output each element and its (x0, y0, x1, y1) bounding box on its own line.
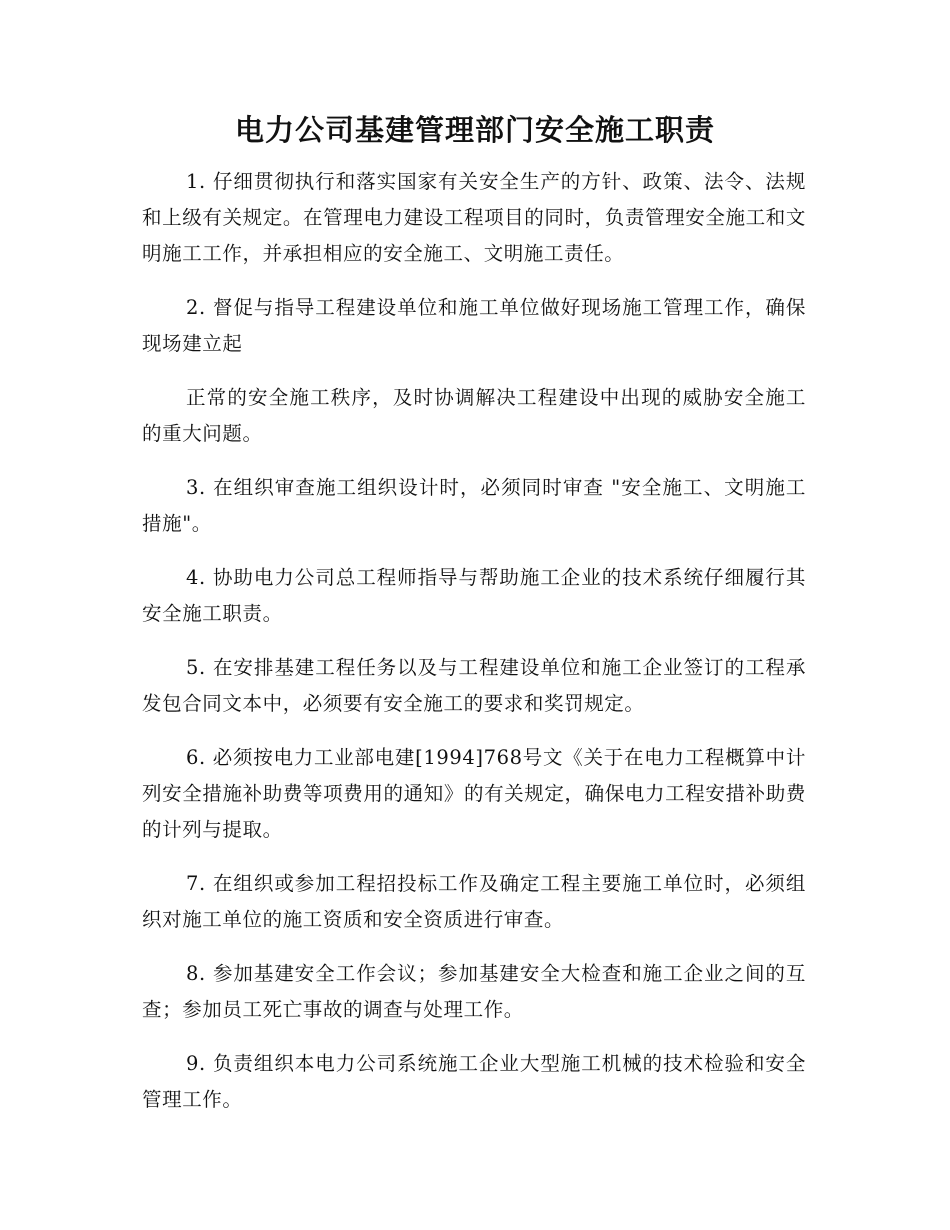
paragraph-1: 1. 仔细贯彻执行和落实国家有关安全生产的方针、政策、法令、法规和上级有关规定。在管理电力建设工程项目的同时，负责管理安全施工和文明施工工作，并承担相应的安全施工、文明施工责任。 (142, 170, 806, 265)
paragraph-2: 2. 督促与指导工程建设单位和施工单位做好现场施工管理工作，确保现场建立起 (142, 296, 806, 355)
paragraph-8: 8. 参加基建安全工作会议；参加基建安全大检查和施工企业之间的互查；参加员工死亡事故的调查与处理工作。 (142, 962, 806, 1021)
paragraph-3: 3. 在组织审查施工组织设计时，必须同时审查 "安全施工、文明施工措施"。 (142, 476, 806, 535)
document-body (142, 164, 806, 1136)
paragraph-5: 5. 在安排基建工程任务以及与工程建设单位和施工企业签订的工程承发包合同文本中，必须要有安全施工的要求和奖罚规定。 (142, 656, 806, 715)
paragraph-9: 9. 负责组织本电力公司系统施工企业大型施工机械的技术检验和安全管理工作。 (142, 1052, 806, 1111)
document-title: 电力公司基建管理部门安全施工职责 (234, 113, 715, 147)
paragraph-6: 6. 必须按电力工业部电建[1994]768号文《关于在电力工程概算中计列安全措施补助费等项费用的通知》的有关规定，确保电力工程安措补助费的计列与提取。 (142, 746, 806, 841)
paragraph-4: 4. 协助电力公司总工程师指导与帮助施工企业的技术系统仔细履行其安全施工职责。 (142, 566, 806, 625)
paragraph-7: 7. 在组织或参加工程招投标工作及确定工程主要施工单位时，必须组织对施工单位的施工资质和安全资质进行审查。 (142, 872, 806, 931)
paragraph-2-continued: 正常的安全施工秩序，及时协调解决工程建设中出现的威胁安全施工的重大问题。 (142, 386, 806, 445)
